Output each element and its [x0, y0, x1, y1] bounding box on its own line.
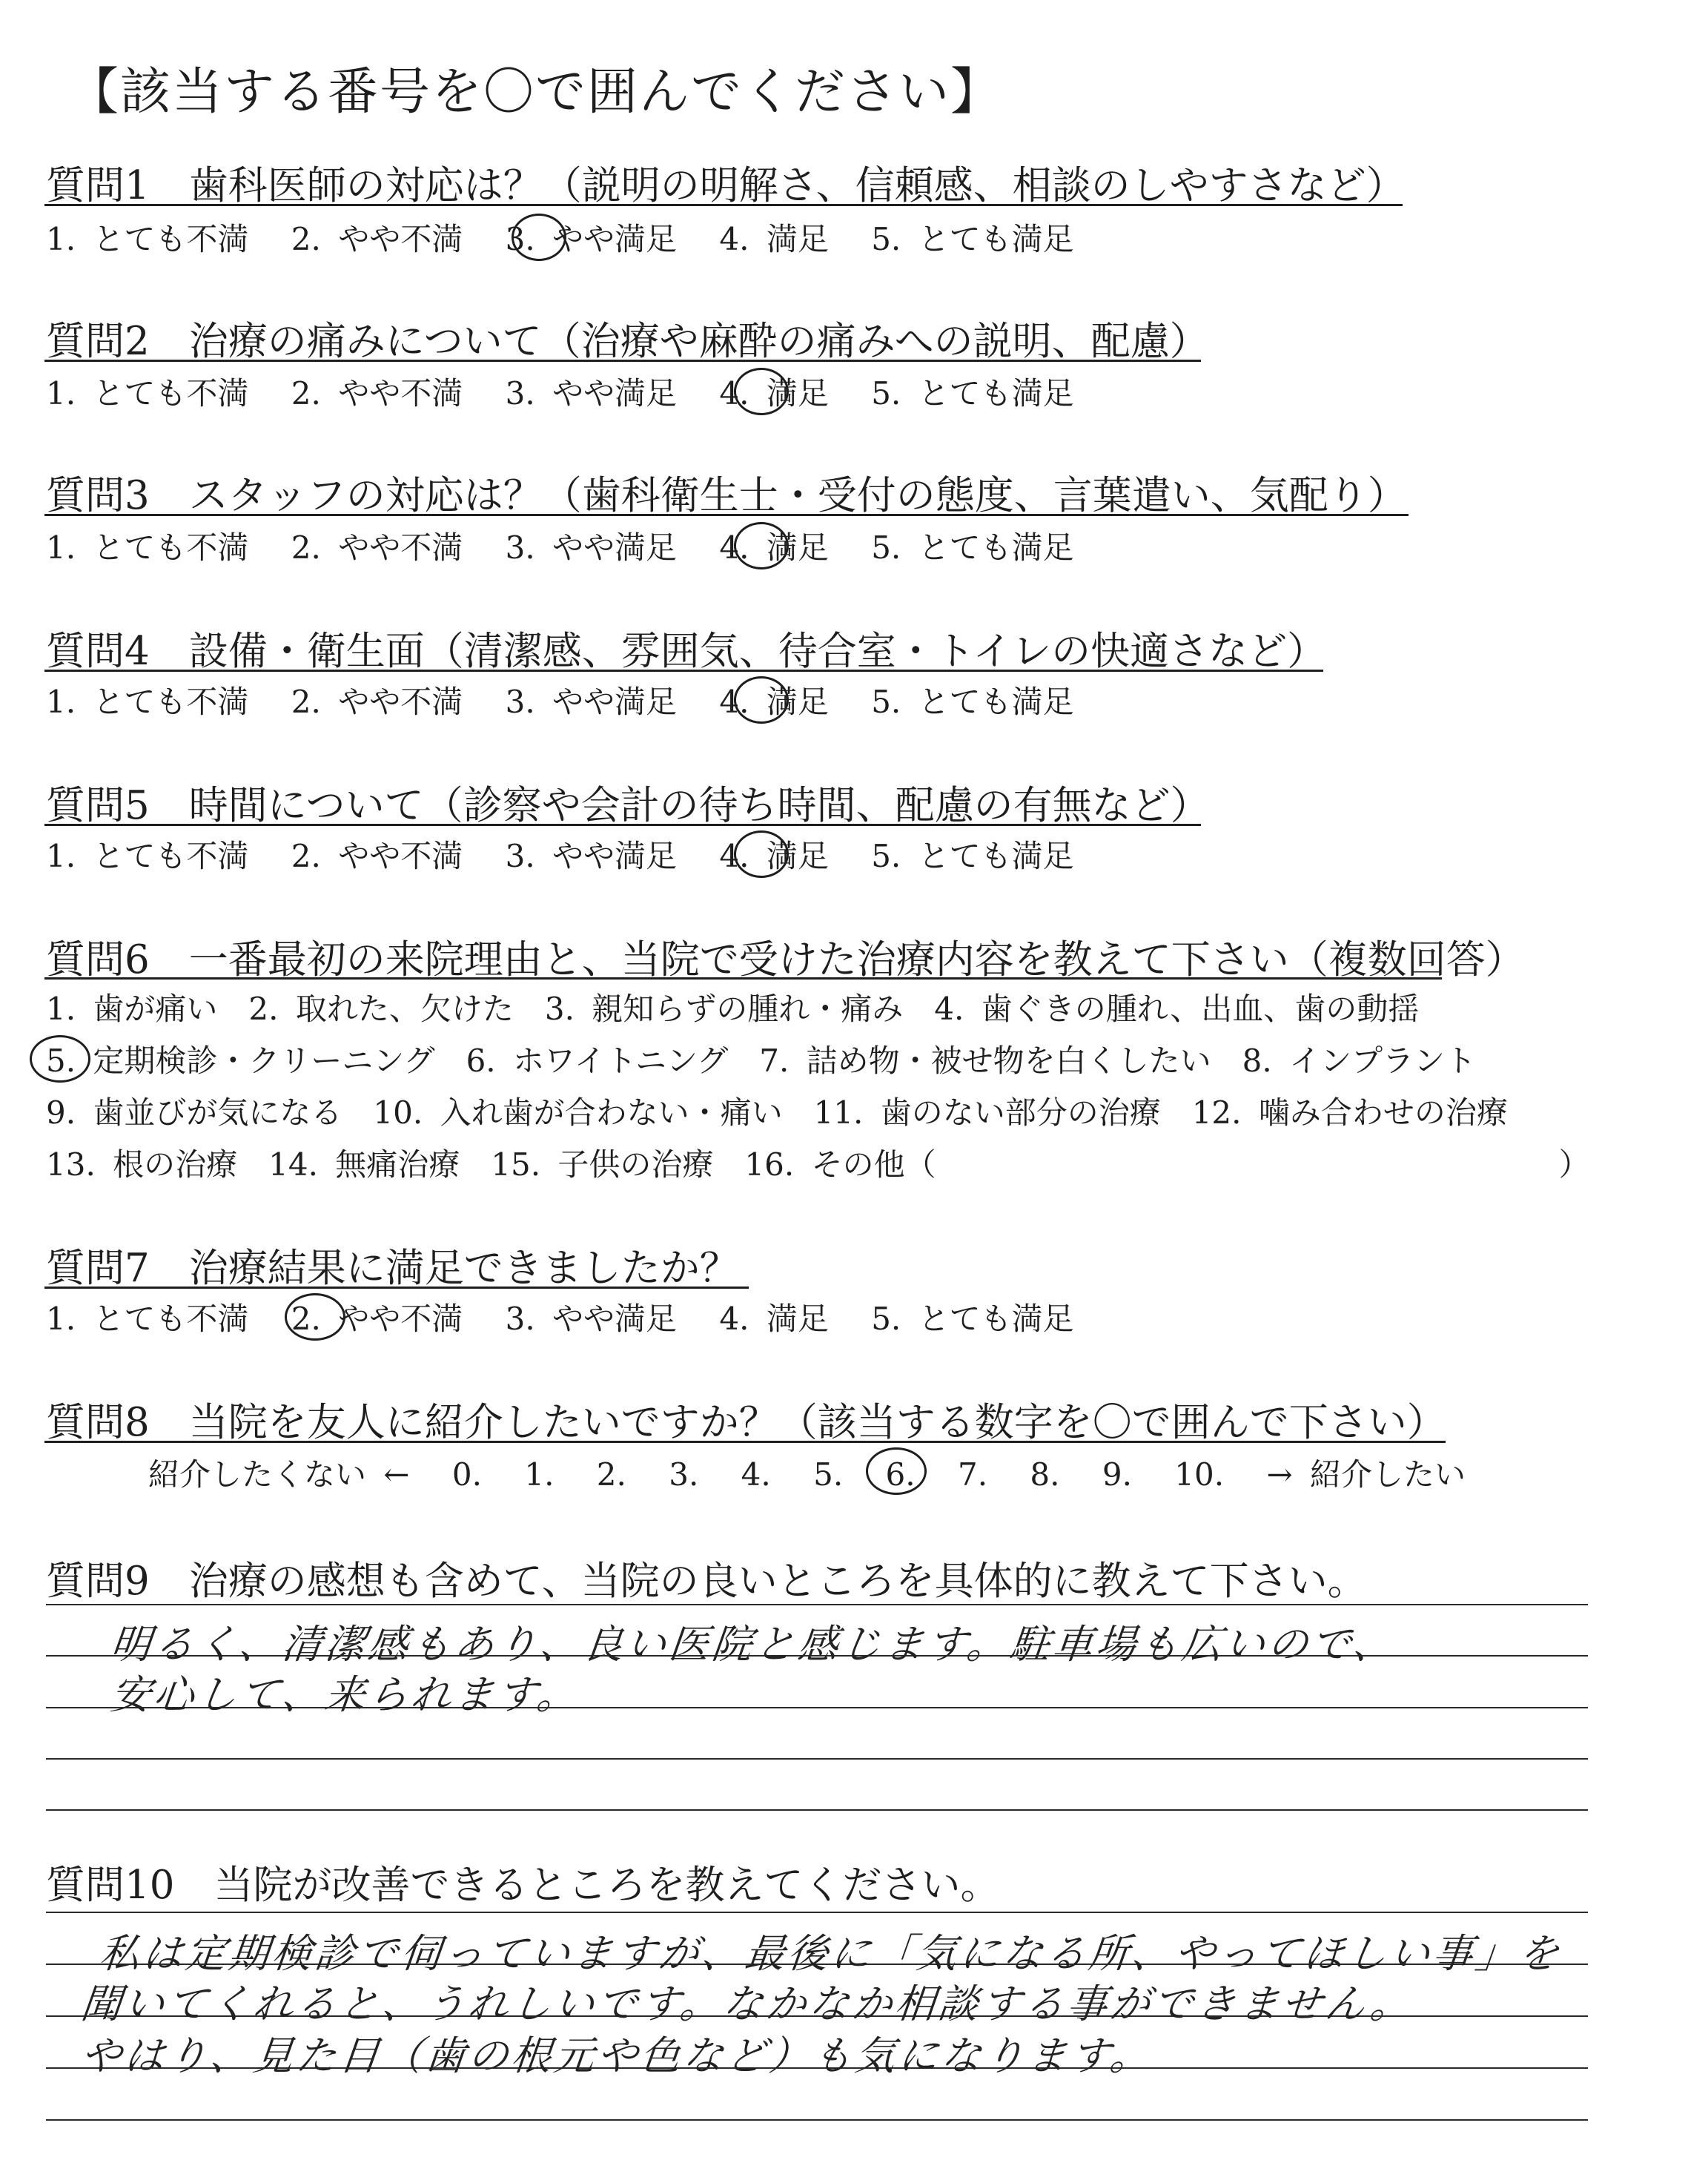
- q3-option-4[interactable]: 4. 満足: [719, 529, 829, 566]
- q3-underline: [44, 514, 1409, 516]
- q5-option-1[interactable]: 1. とても不満: [46, 838, 249, 874]
- q1-underline: [44, 204, 1403, 206]
- q8-underline: [44, 1441, 1446, 1443]
- q10-writing-line: [46, 1912, 1588, 1913]
- q1-option-5[interactable]: 5. とても満足: [871, 221, 1074, 257]
- q8-scale: [148, 1450, 1491, 1495]
- q5-title: 質問5 時間について（診察や会計の待ち時間、配慮の有無など）: [46, 783, 1210, 828]
- q5-option-5[interactable]: 5. とても満足: [871, 838, 1074, 874]
- q9-title: 質問9 治療の感想も含めて、当院の良いところを具体的に教えて下さい。: [46, 1559, 1367, 1604]
- q5-option-2[interactable]: 2. やや不満: [291, 838, 463, 874]
- q8-scale-6[interactable]: 6.: [885, 1456, 916, 1493]
- q2-option-1[interactable]: 1. とても不満: [46, 375, 249, 412]
- q8-scale-10[interactable]: 10.: [1174, 1456, 1225, 1493]
- q9-writing-line: [46, 1809, 1588, 1811]
- q1-option-1[interactable]: 1. とても不満: [46, 221, 249, 257]
- q1-option-2[interactable]: 2. やや不満: [291, 221, 463, 257]
- q5-selected-circle: [734, 830, 789, 878]
- q4-title: 質問4 設備・衛生面（清潔感、雰囲気、待合室・トイレの快適さなど）: [46, 629, 1327, 674]
- q9-writing-line: [46, 1758, 1588, 1760]
- q1-option-4[interactable]: 4. 満足: [719, 221, 829, 257]
- q7-options: [46, 1295, 1099, 1339]
- q6-row-4[interactable]: 13. 根の治療 14. 無痛治療 15. 子供の治療 16. その他（ ）: [46, 1146, 1590, 1183]
- q2-options: [46, 369, 1099, 414]
- q8-scale-1[interactable]: 1.: [524, 1456, 555, 1493]
- q1-selected-circle: [512, 214, 566, 261]
- q8-scale-left-label: 紹介したくない ←: [148, 1456, 410, 1493]
- q7-option-5[interactable]: 5. とても満足: [871, 1301, 1074, 1337]
- q4-option-4[interactable]: 4. 満足: [719, 684, 829, 720]
- q4-option-3[interactable]: 3. やや満足: [505, 684, 678, 720]
- q7-option-2[interactable]: 2. やや不満: [291, 1301, 463, 1337]
- q10-answer-line-2[interactable]: 聞いてくれると、うれしいです。なかなか相談する事ができません。: [79, 1981, 1416, 2027]
- q3-options: [46, 524, 1099, 568]
- q8-scale-9[interactable]: 9.: [1102, 1456, 1132, 1493]
- q6-row-3[interactable]: 9. 歯並びが気になる 10. 入れ歯が合わない・痛い 11. 歯のない部分の治療 12. 噛み合わせの治療: [46, 1094, 1508, 1131]
- q8-title: 質問8 当院を友人に紹介したいですか？（該当する数字を〇で囲んで下さい）: [46, 1400, 1446, 1445]
- q6-row-1[interactable]: 1. 歯が痛い 2. 取れた、欠けた 3. 親知らずの腫れ・痛み 4. 歯ぐきの腫れ、出血、歯の動揺: [46, 991, 1420, 1027]
- q7-option-4[interactable]: 4. 満足: [719, 1301, 829, 1337]
- q10-writing-line: [46, 2119, 1588, 2121]
- q7-option-1[interactable]: 1. とても不満: [46, 1301, 249, 1337]
- q3-selected-circle: [734, 522, 789, 569]
- q10-answer-line-3[interactable]: やはり、見た目（歯の根元や色など）も気になります。: [79, 2032, 1156, 2079]
- q2-option-2[interactable]: 2. やや不満: [291, 375, 463, 412]
- q2-selected-circle: [734, 368, 789, 415]
- q3-option-3[interactable]: 3. やや満足: [505, 529, 678, 566]
- q6-selected-circle: [30, 1035, 90, 1083]
- q8-scale-4[interactable]: 4.: [741, 1456, 771, 1493]
- q9-answer-line-1[interactable]: 明るく、清潔感もあり、良い医院と感じます。駐車場も広いので、: [108, 1621, 1399, 1668]
- q2-option-4[interactable]: 4. 満足: [719, 375, 829, 412]
- q8-scale-3[interactable]: 3.: [669, 1456, 699, 1493]
- q7-option-3[interactable]: 3. やや満足: [505, 1301, 678, 1337]
- q8-scale-7[interactable]: 7.: [957, 1456, 988, 1493]
- q6-row-2[interactable]: 5. 定期検診・クリーニング 6. ホワイトニング 7. 詰め物・被せ物を白くしたい 8. インプラント: [46, 1043, 1477, 1079]
- q8-scale-5[interactable]: 5.: [813, 1456, 844, 1493]
- q1-option-3[interactable]: 3. やや満足: [505, 221, 678, 257]
- survey-header: 【該当する番号を〇で囲んでください】: [68, 63, 1003, 122]
- q8-scale-2[interactable]: 2.: [596, 1456, 626, 1493]
- q7-selected-circle: [285, 1293, 345, 1341]
- q2-underline: [44, 360, 1201, 362]
- q4-selected-circle: [734, 676, 789, 724]
- q3-title: 質問3 スタッフの対応は？（歯科衛生士・受付の態度、言葉遣い、気配り）: [46, 473, 1407, 518]
- q4-option-1[interactable]: 1. とても不満: [46, 684, 249, 720]
- q6-underline: [44, 977, 1442, 980]
- q5-underline: [44, 824, 1201, 826]
- q1-options: [46, 215, 1099, 260]
- q5-options: [46, 832, 1099, 876]
- q4-option-2[interactable]: 2. やや不満: [291, 684, 463, 720]
- q3-option-1[interactable]: 1. とても不満: [46, 529, 249, 566]
- q7-title: 質問7 治療結果に満足できましたか？: [46, 1246, 739, 1291]
- q9-writing-line: [46, 1604, 1588, 1605]
- q8-scale-right-label: → 紹介したい: [1266, 1456, 1466, 1493]
- q7-underline: [44, 1287, 749, 1289]
- q8-selected-circle: [866, 1447, 927, 1495]
- q3-option-2[interactable]: 2. やや不満: [291, 529, 463, 566]
- q8-scale-8[interactable]: 8.: [1030, 1456, 1060, 1493]
- q1-title: 質問1 歯科医師の対応は？（説明の明解さ、信頼感、相談のしやすさなど）: [46, 163, 1406, 208]
- q4-underline: [44, 670, 1323, 672]
- q5-option-3[interactable]: 3. やや満足: [505, 838, 678, 874]
- q9-answer-line-2[interactable]: 安心して、来られます。: [108, 1671, 583, 1718]
- q4-option-5[interactable]: 5. とても満足: [871, 684, 1074, 720]
- q5-option-4[interactable]: 4. 満足: [719, 838, 829, 874]
- q8-scale-0[interactable]: 0.: [451, 1456, 482, 1493]
- q10-title: 質問10 当院が改善できるところを教えてください。: [46, 1863, 1000, 1908]
- q6-title: 質問6 一番最初の来院理由と、当院で受けた治療内容を教えて下さい（複数回答）: [46, 937, 1525, 982]
- q4-options: [46, 678, 1099, 722]
- q2-option-3[interactable]: 3. やや満足: [505, 375, 678, 412]
- q10-answer-line-1[interactable]: 私は定期検診で伺っていますが、最後に「気になる所、やってほしい事」を: [97, 1930, 1564, 1977]
- q2-title: 質問2 治療の痛みについて（治療や麻酔の痛みへの説明、配慮）: [46, 319, 1209, 364]
- q3-option-5[interactable]: 5. とても満足: [871, 529, 1074, 566]
- q2-option-5[interactable]: 5. とても満足: [871, 375, 1074, 412]
